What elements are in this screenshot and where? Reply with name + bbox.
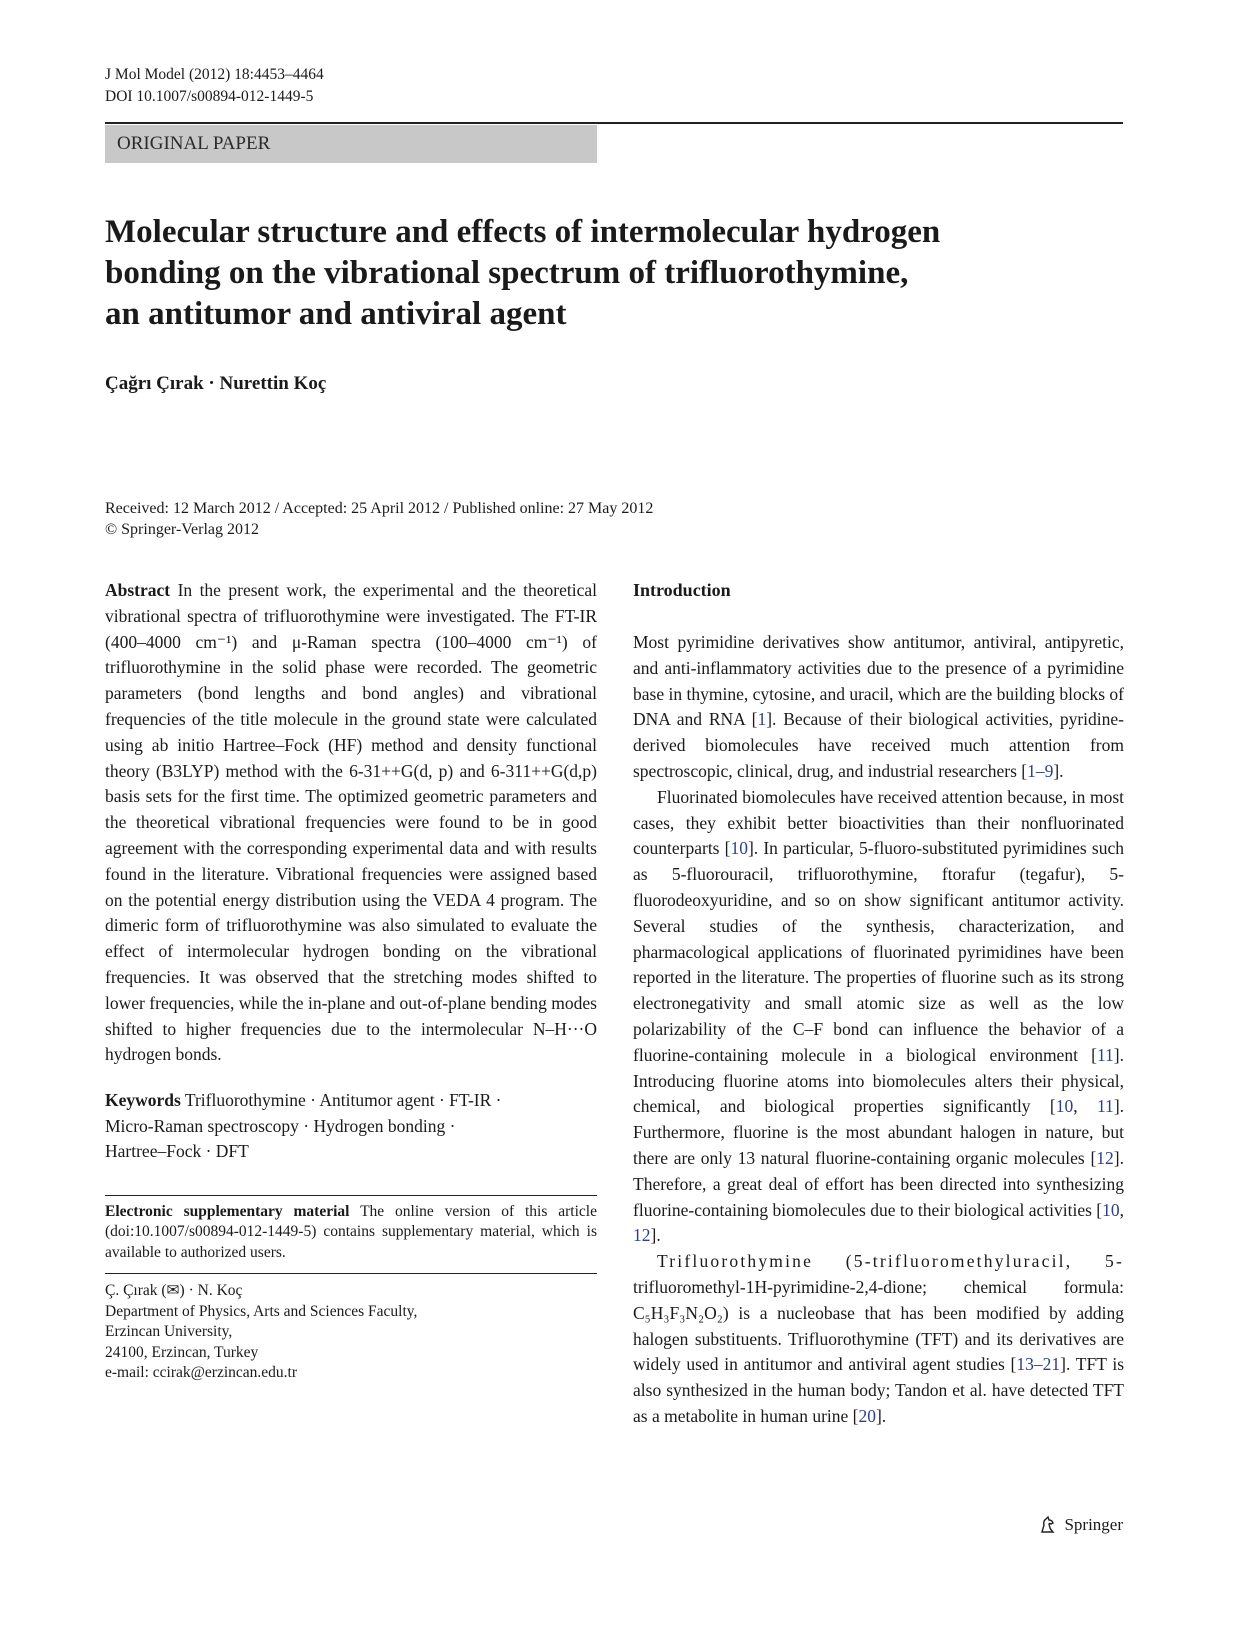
citation-link[interactable]: 12: [633, 1225, 651, 1246]
p3-text-b: ) is a nucleobase that has been modified by adding halogen substituents. Trifluorothymine (TFT) and its derivatives are widely used in antitumor and antiviral agent studies [: [633, 1302, 1124, 1375]
journal-line: J Mol Model (2012) 18:4453–4464: [105, 66, 324, 83]
intro-paragraph-1: [633, 630, 1124, 785]
intro-paragraph-2: [633, 785, 1124, 1249]
p2-text-b: ]. In particular, 5-fluoro-substituted pyrimidines such as 5-fluorouracil, trifluorothymine, ftorafur (tegafur), 5-fluorodeoxyuridine, and so on show significant antitumor activity. Several studies of the synthesis, characterization, and pharmacological applications of fluorinated pyrimidines have been reported in the literature. The properties of fluorine such as its strong electronegativity and small atomic size as well as the low polarizability of the C–F bond can influence the behavior of a fluorine-containing molecule in a biological environment [: [633, 838, 1124, 1065]
citation-link[interactable]: 10: [1102, 1199, 1120, 1220]
p3-text-spaced: Trifluorothymine (5-trifluoromethyluracil, 5-: [657, 1251, 1124, 1272]
introduction-heading: Introduction: [633, 580, 731, 600]
journal-citation: [105, 64, 324, 108]
abstract: [105, 578, 597, 1068]
intro-paragraph-3: [633, 1249, 1124, 1430]
citation-link[interactable]: 11: [1096, 1096, 1114, 1117]
p2-text-a: Fluorinated biomolecules have received attention because, in most cases, they exhibit better bioactivities than their nonfluorinated counterparts [: [633, 786, 1124, 859]
header-rule: [105, 122, 1123, 124]
supplementary-text: The online version of this article (doi:10.1007/s00894-012-1449-5) contains supplementary material, which is available to authorized users.: [105, 1202, 597, 1261]
keywords-line-2: Micro-Raman spectroscopy · Hydrogen bonding ·: [105, 1115, 456, 1136]
p1-text-b: ]. Because of their biological activities, pyridine-derived biomolecules have received much attention from spectroscopic, clinical, drug, and industrial researchers [: [633, 709, 1124, 781]
p1-text-a: Most pyrimidine derivatives show antitumor, antiviral, antipyretic, and anti-inflammatory activities due to the presence of a pyrimidine base in thymine, cytosine, and uracil, which are the building blocks of DNA and RNA [: [633, 632, 1124, 730]
p2-text-f: ]. Therefore, a great deal of effort has been directed into synthesizing fluorine-containing biomolecules due to their biological activities [: [633, 1147, 1124, 1220]
citation-link[interactable]: 20: [858, 1405, 876, 1426]
p3-text-d: ].: [875, 1405, 887, 1426]
affiliation-line-2: Erzincan University,: [105, 1323, 233, 1341]
affiliation-line-3: 24100, Erzincan, Turkey: [105, 1343, 259, 1361]
title-line-3: an antitumor and antiviral agent: [105, 296, 567, 332]
section-tag: ORIGINAL PAPER: [105, 125, 597, 163]
right-column: [633, 578, 1124, 1430]
keywords-label: Keywords: [105, 1090, 181, 1111]
affiliation-rule: [105, 1273, 597, 1274]
p2-text-g: ,: [1119, 1199, 1124, 1220]
supplementary-note: [105, 1202, 597, 1264]
copyright-line: © Springer-Verlag 2012: [105, 521, 260, 538]
abstract-label: Abstract: [105, 580, 171, 600]
title-line-2: bonding on the vibrational spectrum of trifluorothymine,: [105, 255, 909, 291]
citation-link[interactable]: 10: [730, 838, 748, 859]
p2-text-e: ]. Furthermore, fluorine is the most abundant halogen in nature, but there are only 13 natural fluorine-containing organic molecules [: [633, 1096, 1125, 1168]
chemical-formula: C₅H₃F₃N₂O₂: [633, 1302, 723, 1323]
keywords: [105, 1088, 597, 1165]
doi-line: DOI 10.1007/s00894-012-1449-5: [105, 88, 314, 105]
citation-link[interactable]: 12: [1096, 1147, 1114, 1168]
citation-link[interactable]: 11: [1096, 1044, 1114, 1065]
p2-text-c: ]. Introducing fluorine atoms into biomolecules alters their physical, chemical, and biological properties significantly [: [633, 1044, 1124, 1117]
citation-link[interactable]: 1–9: [1027, 760, 1054, 781]
received-accepted-line: Received: 12 March 2012 / Accepted: 25 April 2012 / Published online: 27 May 2012: [105, 500, 654, 517]
left-column: [105, 578, 597, 1384]
publisher-name: Springer: [1064, 1515, 1123, 1534]
citation-link[interactable]: 10: [1055, 1096, 1074, 1117]
p2-text-d: ,: [1073, 1096, 1097, 1117]
citation-link[interactable]: 13–21: [1016, 1354, 1061, 1375]
supplementary-rule: [105, 1195, 597, 1196]
springer-horse-icon: [1038, 1515, 1058, 1535]
keywords-line-1: Trifluorothymine · Antitumor agent · FT-IR ·: [184, 1090, 502, 1111]
paper-title: [105, 212, 1065, 335]
abstract-text: In the present work, the experimental and the theoretical vibrational spectra of trifluorothymine were investigated. The FT-IR (400–4000 cm⁻¹) and μ-Raman spectra (100–4000 cm⁻¹) of trifluorothymine in the solid phase were recorded. The geometric parameters (bond lengths and bond angles) and vibrational frequencies of the title molecule in the ground state were calculated using ab initio Hartree–Fock (HF) method and density functional theory (B3LYP) method with the 6-31++G(d, p) and 6-311++G(d,p) basis sets for the first time. The optimized geometric parameters and the theoretical vibrational frequencies were found to be in good agreement with the corresponding experimental data and with results found in the literature. Vibrational frequencies were assigned based on the potential energy distribution using the VEDA 4 program. The dimeric form of trifluorothymine was also simulated to evaluate the effect of intermolecular hydrogen bonding on the vibrational frequencies. It was observed that the stretching modes shifted to lower frequencies, while the in-plane and out-of-plane bending modes shifted to higher frequencies due to the intermolecular N–H···O hydrogen bonds.: [105, 580, 598, 1065]
p3-text-c: ]. TFT is also synthesized in the human body; Tandon et al. have detected TFT as a metabolite in human urine [: [633, 1354, 1125, 1426]
citation-link[interactable]: 1: [757, 709, 767, 730]
p1-text-c: ].: [1053, 760, 1064, 781]
publisher-mark: [1038, 1515, 1123, 1535]
publication-dates: [105, 498, 653, 540]
keywords-line-3: Hartree–Fock · DFT: [105, 1141, 249, 1162]
title-line-1: Molecular structure and effects of intermolecular hydrogen: [105, 214, 941, 250]
affiliation-block: [105, 1281, 597, 1384]
p3-text-a: trifluoromethyl-1H-pyrimidine-2,4-dione; chemical formula:: [633, 1276, 1124, 1297]
affiliation-line-1: Department of Physics, Arts and Sciences Faculty,: [105, 1302, 418, 1320]
supplementary-label: Electronic supplementary material: [105, 1202, 350, 1220]
author-email[interactable]: e-mail: ccirak@erzincan.edu.tr: [105, 1364, 297, 1382]
author-list: Çağrı Çırak · Nurettin Koç: [105, 373, 327, 394]
corresponding-authors: Ç. Çırak (✉) · N. Koç: [105, 1282, 243, 1300]
p2-text-h: ].: [650, 1225, 661, 1246]
